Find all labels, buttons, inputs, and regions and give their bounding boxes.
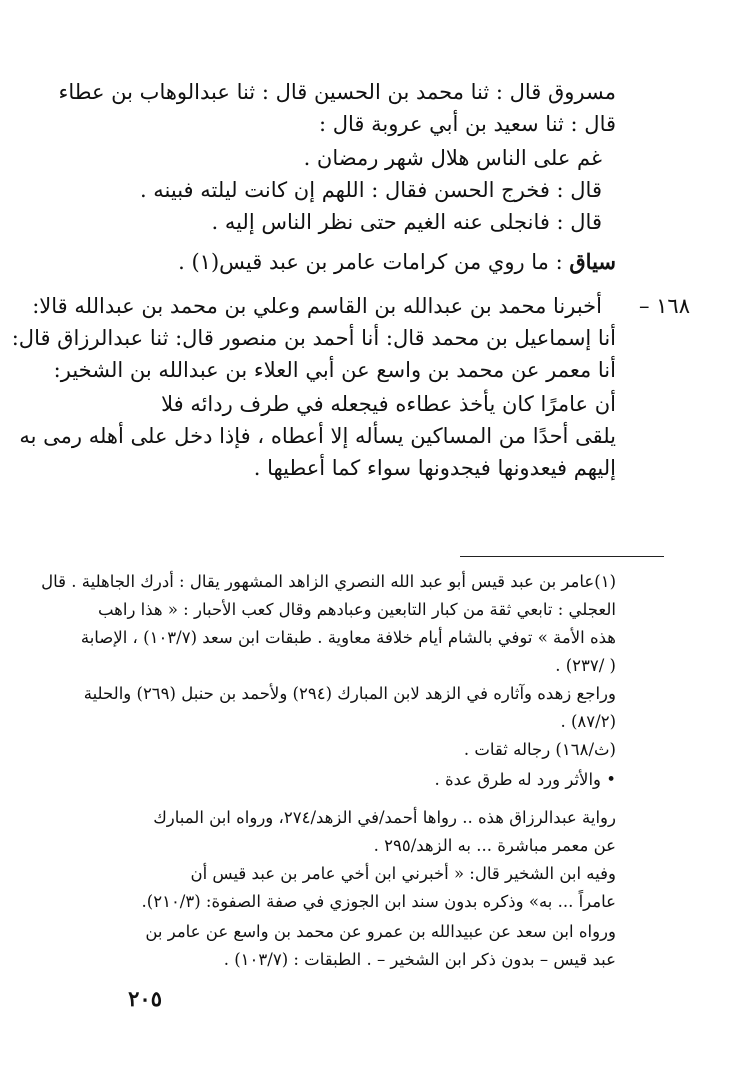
- footnote-3-line-5: ورواه ابن سعد عن عبيدالله بن عمرو عن محمد بن واسع عن عامر بن: [145, 922, 616, 941]
- upper-line-3: غم على الناس هلال شهر رمضان .: [303, 146, 602, 170]
- heading-label: سياق: [569, 249, 616, 274]
- upper-line-4: قال : فخرج الحسن فقال : اللهم إن كانت ليلته فبينه .: [139, 178, 602, 202]
- footnote-2-line-2: • والأثر ورد له طرق عدة .: [434, 770, 616, 789]
- item-line-2: أنا إسماعيل بن محمد قال: أنا أحمد بن منصور قال: ثنا عبدالرزاق قال:: [11, 326, 616, 350]
- footnote-1-line-5: وراجع زهده وآثاره في الزهد لابن المبارك (٢٩٤) ولأحمد بن حنبل (٢٦٩) والحلية: [83, 684, 616, 703]
- upper-line-2: قال : ثنا سعيد بن أبي عروبة قال :: [319, 112, 616, 136]
- footnote-separator: [460, 556, 664, 557]
- heading-text: : ما روي من كرامات عامر بن عبد قيس(١) .: [178, 250, 563, 274]
- footnote-2-line-1: (ث/١٦٨) رجاله ثقات .: [463, 740, 616, 759]
- footnote-3-line-3: وفيه ابن الشخير قال: « أخبرني ابن أخي عامر بن عبد قيس أن: [190, 864, 616, 883]
- footnote-1-line-1: (١)عامر بن عبد قيس أبو عبد الله النصري الزاهد المشهور يقال : أدرك الجاهلية . قال: [41, 572, 616, 591]
- item-line-5: يلقى أحدًا من المساكين يسأله إلا أعطاه ، فإذا دخل على أهله رمى به: [19, 424, 616, 448]
- upper-line-1: مسروق قال : ثنا محمد بن الحسين قال : ثنا عبدالوهاب بن عطاء: [58, 80, 616, 104]
- footnote-1-line-6: (٨٧/٢) .: [560, 712, 616, 731]
- page-number: ٢٠٥: [128, 986, 162, 1011]
- footnote-1-line-3: هذه الأمة » توفي بالشام أيام خلافة معاوية . طبقات ابن سعد (١٠٣/٧) ، الإصابة: [80, 628, 616, 647]
- item-line-3: أنا معمر عن محمد بن واسع عن أبي العلاء بن عبدالله بن الشخير:: [53, 358, 616, 382]
- item-line-1: أخبرنا محمد بن عبدالله بن القاسم وعلي بن محمد بن عبدالله قالا:: [32, 294, 602, 318]
- footnote-3-line-2: عن معمر مباشرة ... به الزهد/٢٩٥ .: [373, 836, 616, 855]
- upper-line-5: قال : فانجلى عنه الغيم حتى نظر الناس إليه .: [211, 210, 602, 234]
- section-heading: [178, 246, 616, 278]
- footnote-3-line-6: عبد قيس – بدون ذكر ابن الشخير – . الطبقات : (١٠٣/٧) .: [223, 950, 616, 969]
- footnote-3-line-4: عامراً ... به» وذكره بدون سند ابن الجوزي في صفة الصفوة: (٢١٠/٣).: [141, 892, 616, 911]
- footnote-1-line-4: ( /٢٣٧) .: [555, 656, 616, 675]
- footnote-3-line-1: رواية عبدالرزاق هذه .. رواها أحمد/في الزهد/٢٧٤، ورواه ابن المبارك: [153, 808, 616, 827]
- item-number: ١٦٨ –: [638, 294, 690, 318]
- item-line-6: إليهم فيعدونها فيجدونها سواء كما أعطيها .: [253, 456, 616, 480]
- item-line-4: أن عامرًا كان يأخذ عطاءه فيجعله في طرف ردائه فلا: [161, 392, 616, 416]
- footnote-1-line-2: العجلي : تابعي ثقة من كبار التابعين وعبادهم وقال كعب الأحبار : « هذا راهب: [97, 600, 616, 619]
